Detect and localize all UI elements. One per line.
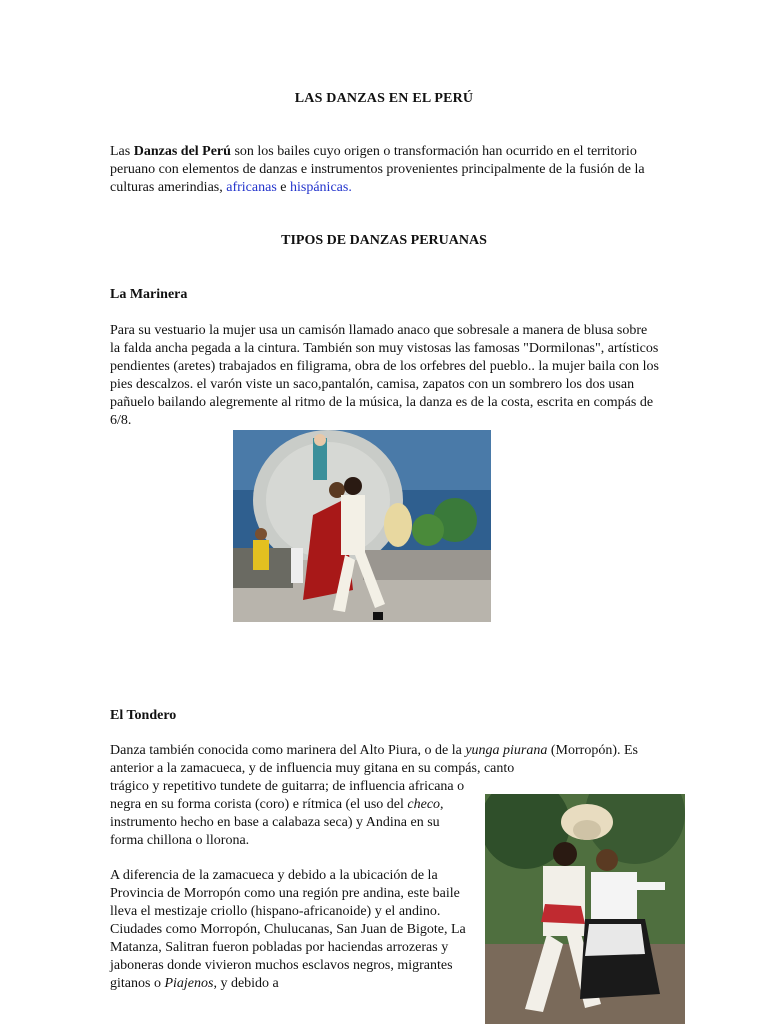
tondero-italic-1: yunga piurana	[465, 743, 548, 758]
intro-bold-term: Danzas del Perú	[133, 144, 231, 159]
tondero-text-3a: A diferencia de la zamacueca y debido a la ubicación de la Provincia de Morropón como una región pre andina, este baile lleva el mestizaje criollo (hispano-africanoide) y el andino. Ciudades como Morropón, Chulucanas, San Juan de Bigote, La Matanza, Salitran fueron pobladas por haciendas arrozeras y jaboneras donde vivieron muchos esclavos negros, migrantes gitanos o	[110, 868, 466, 991]
marinera-heading: La Marinera	[110, 287, 188, 302]
intro-text-3: e	[276, 180, 290, 195]
tondero-text-2b: , instrumento hecho en base a calabaza seca) y Andina en su forma chillona o llorona.	[110, 797, 444, 848]
marinera-paragraph: Para su vestuario la mujer usa un camisón llamado anaco que sobresale a manera de blusa sobre la falda ancha pegada a la cintura. También son muy vistosas las famosas "Dormilonas", artísticos pendientes (aretes) trabajados en filigrama, obra de los orfebres del pueblo.. la mujer baila con los pies descalzos. el varón viste un saco,pantalón, camisa, zapatos con un sombrero los dos usan pañuelo bailando alegremente al ritmo de la música, la danza es de la costa, escrita en compás de 6/8.	[110, 323, 659, 428]
tondero-italic-2: checo	[407, 797, 441, 812]
intro-text-2: son los bailes cuyo origen o transformación han ocurrido en el territorio peruano con elementos de danzas e instrumentos provenientes principalmente de la fusión de la culturas amerindias,	[110, 144, 645, 195]
tondero-text-1a: Danza también conocida como marinera del Alto Piura, o de la	[110, 743, 466, 758]
link-africanas[interactable]: africanas	[226, 180, 277, 195]
marinera-photo	[233, 430, 491, 622]
tondero-paragraph-2	[110, 778, 470, 850]
tondero-text-3b: , y debido a	[213, 976, 279, 991]
tondero-paragraph-1	[110, 742, 660, 778]
intro-paragraph	[110, 143, 660, 197]
tondero-photo	[485, 794, 685, 1024]
tondero-heading: El Tondero	[110, 708, 177, 723]
document-title: LAS DANZAS EN EL PERÚ	[294, 91, 474, 106]
tondero-paragraph-3	[110, 867, 470, 993]
tondero-text-1b: (Morropón). Es anterior a la zamacueca, y de influencia muy gitana en su compás, canto	[110, 743, 638, 776]
intro-text-1: Las	[110, 144, 134, 159]
link-hispanicas[interactable]: hispánicas.	[290, 180, 352, 195]
tondero-italic-3: Piajenos	[164, 976, 214, 991]
section-subtitle: TIPOS DE DANZAS PERUANAS	[281, 233, 487, 248]
tondero-text-2a: trágico y repetitivo tundete de guitarra; de influencia africana o negra en su forma corista (coro) e rítmica (el uso del	[110, 779, 465, 812]
